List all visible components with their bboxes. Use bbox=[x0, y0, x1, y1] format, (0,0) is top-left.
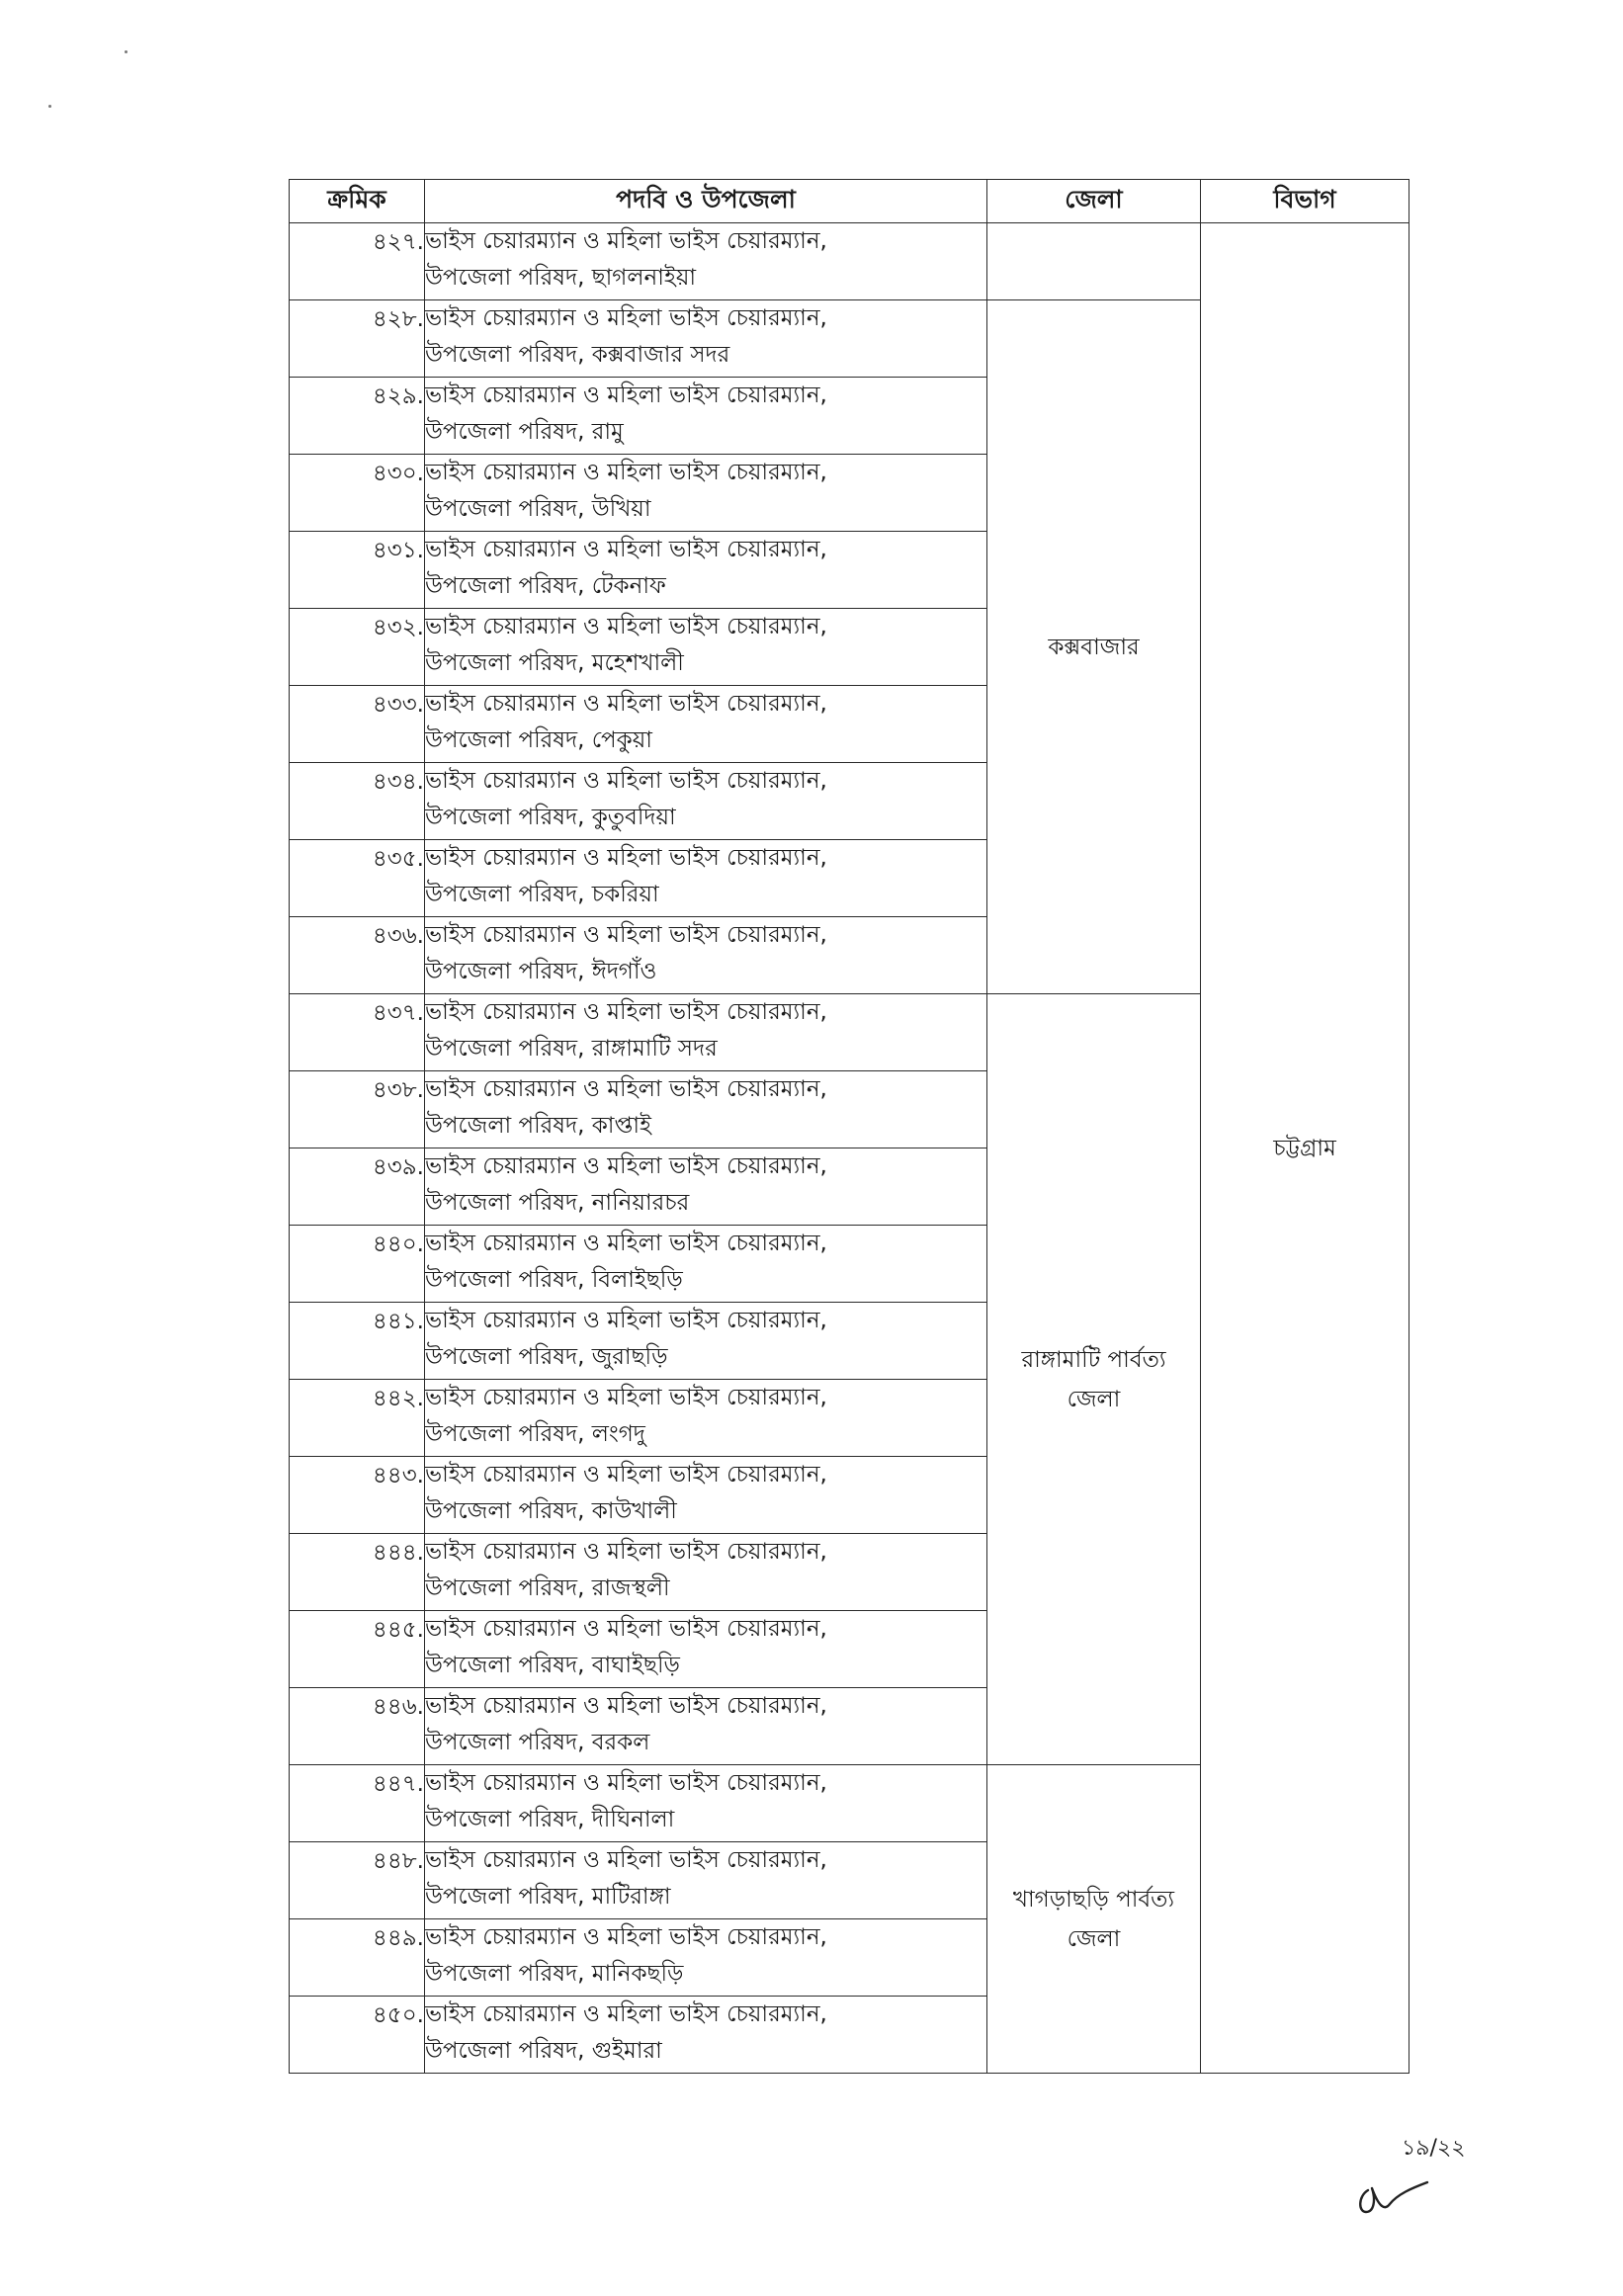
serial-cell: ৪৪২. bbox=[290, 1380, 425, 1457]
post-upazila-cell bbox=[425, 300, 987, 378]
upazila-name: উপজেলা পরিষদ, টেকনাফ bbox=[425, 573, 666, 599]
header-post-upazila: পদবি ও উপজেলা bbox=[425, 180, 987, 223]
upazila-name: উপজেলা পরিষদ, কাপ্তাই bbox=[425, 1113, 651, 1139]
post-upazila-cell bbox=[425, 840, 987, 917]
post-upazila-cell bbox=[425, 1765, 987, 1842]
serial-cell: ৪৪৪. bbox=[290, 1534, 425, 1611]
table-row bbox=[290, 223, 1409, 300]
district-cell bbox=[987, 223, 1201, 300]
post-upazila-cell bbox=[425, 1919, 987, 1997]
serial-cell: ৪৩৭. bbox=[290, 994, 425, 1071]
upazila-name: উপজেলা পরিষদ, রাঙ্গামাটি সদর bbox=[425, 1036, 718, 1062]
district-name: রাঙ্গামাটি পার্বত্য bbox=[1021, 1346, 1166, 1373]
post-upazila-cell bbox=[425, 1380, 987, 1457]
post-upazila-cell bbox=[425, 1611, 987, 1688]
post-title: ভাইস চেয়ারম্যান ও মহিলা ভাইস চেয়ারম্যান, bbox=[425, 2001, 827, 2027]
table-header-row bbox=[290, 180, 1409, 223]
upazila-name: উপজেলা পরিষদ, লংগদু bbox=[425, 1421, 645, 1447]
post-upazila-cell bbox=[425, 532, 987, 609]
upazila-post-table bbox=[289, 179, 1409, 2074]
post-title: ভাইস চেয়ারম্যান ও মহিলা ভাইস চেয়ারম্যান, bbox=[425, 460, 827, 485]
post-title: ভাইস চেয়ারম্যান ও মহিলা ভাইস চেয়ারম্যান, bbox=[425, 922, 827, 948]
serial-cell: ৪৩৫. bbox=[290, 840, 425, 917]
serial-cell: ৪৪০. bbox=[290, 1226, 425, 1303]
post-upazila-cell bbox=[425, 1534, 987, 1611]
upazila-name: উপজেলা পরিষদ, বাঘাইছড়ি bbox=[425, 1653, 680, 1678]
post-upazila-cell bbox=[425, 1997, 987, 2074]
upazila-name: উপজেলা পরিষদ, জুরাছড়ি bbox=[425, 1344, 668, 1370]
post-title: ভাইস চেয়ারম্যান ও মহিলা ভাইস চেয়ারম্যান, bbox=[425, 1924, 827, 1950]
post-title: ভাইস চেয়ারম্যান ও মহিলা ভাইস চেয়ারম্যান, bbox=[425, 1616, 827, 1642]
upazila-name: উপজেলা পরিষদ, গুইমারা bbox=[425, 2038, 662, 2064]
post-upazila-cell bbox=[425, 1457, 987, 1534]
district-name: খাগড়াছড়ি পার্বত্য bbox=[1012, 1886, 1175, 1913]
serial-cell: ৪৩৮. bbox=[290, 1071, 425, 1148]
upazila-name: উপজেলা পরিষদ, পেকুয়া bbox=[425, 727, 652, 753]
scan-speck bbox=[125, 50, 128, 53]
upazila-name: উপজেলা পরিষদ, মহেশখালী bbox=[425, 650, 684, 676]
upazila-name: উপজেলা পরিষদ, কুতুবদিয়া bbox=[425, 805, 676, 830]
post-upazila-cell bbox=[425, 609, 987, 686]
upazila-name: উপজেলা পরিষদ, নানিয়ারচর bbox=[425, 1190, 690, 1216]
district-cell bbox=[987, 994, 1201, 1765]
district-name: জেলা bbox=[1067, 1386, 1121, 1412]
post-upazila-cell bbox=[425, 1148, 987, 1226]
header-serial: ক্রমিক bbox=[290, 180, 425, 223]
serial-cell: ৪৪৬. bbox=[290, 1688, 425, 1765]
post-title: ভাইস চেয়ারম্যান ও মহিলা ভাইস চেয়ারম্যান, bbox=[425, 845, 827, 871]
district-cell bbox=[987, 1765, 1201, 2074]
serial-cell: ৪৪৯. bbox=[290, 1919, 425, 1997]
post-upazila-cell bbox=[425, 1303, 987, 1380]
division-cell: চট্টগ্রাম bbox=[1201, 223, 1409, 2074]
upazila-name: উপজেলা পরিষদ, রামু bbox=[425, 419, 624, 445]
serial-cell: ৪২৭. bbox=[290, 223, 425, 300]
post-title: ভাইস চেয়ারম্যান ও মহিলা ভাইস চেয়ারম্যান, bbox=[425, 1462, 827, 1488]
post-title: ভাইস চেয়ারম্যান ও মহিলা ভাইস চেয়ারম্যান, bbox=[425, 1539, 827, 1565]
post-upazila-cell bbox=[425, 917, 987, 994]
signature-mark bbox=[1354, 2170, 1433, 2222]
serial-cell: ৪৩৯. bbox=[290, 1148, 425, 1226]
serial-cell: ৪৩৩. bbox=[290, 686, 425, 763]
post-upazila-cell bbox=[425, 223, 987, 300]
post-upazila-cell bbox=[425, 763, 987, 840]
serial-cell: ৪৩২. bbox=[290, 609, 425, 686]
post-upazila-cell bbox=[425, 378, 987, 455]
post-title: ভাইস চেয়ারম্যান ও মহিলা ভাইস চেয়ারম্যান, bbox=[425, 1308, 827, 1333]
post-title: ভাইস চেয়ারম্যান ও মহিলা ভাইস চেয়ারম্যান, bbox=[425, 1770, 827, 1796]
serial-cell: ৪৫০. bbox=[290, 1997, 425, 2074]
post-upazila-cell bbox=[425, 994, 987, 1071]
post-title: ভাইস চেয়ারম্যান ও মহিলা ভাইস চেয়ারম্যান, bbox=[425, 383, 827, 408]
upazila-name: উপজেলা পরিষদ, দীঘিনালা bbox=[425, 1807, 675, 1832]
page-number: ১৯/২২ bbox=[1402, 2136, 1466, 2161]
serial-cell: ৪৪৭. bbox=[290, 1765, 425, 1842]
post-title: ভাইস চেয়ারম্যান ও মহিলা ভাইস চেয়ারম্যান, bbox=[425, 691, 827, 717]
post-title: ভাইস চেয়ারম্যান ও মহিলা ভাইস চেয়ারম্যান, bbox=[425, 1385, 827, 1410]
serial-cell: ৪২৮. bbox=[290, 300, 425, 378]
upazila-name: উপজেলা পরিষদ, রাজস্থলী bbox=[425, 1575, 670, 1601]
district-name: জেলা bbox=[1067, 1925, 1121, 1952]
post-upazila-cell bbox=[425, 455, 987, 532]
serial-cell: ৪৪৮. bbox=[290, 1842, 425, 1919]
post-upazila-cell bbox=[425, 1688, 987, 1765]
upazila-name: উপজেলা পরিষদ, ঈদগাঁও bbox=[425, 959, 657, 984]
serial-cell: ৪৪৫. bbox=[290, 1611, 425, 1688]
post-upazila-cell bbox=[425, 1226, 987, 1303]
serial-cell: ৪৪১. bbox=[290, 1303, 425, 1380]
scan-speck bbox=[48, 105, 51, 108]
district-name: কক্সবাজার bbox=[1048, 634, 1140, 660]
upazila-name: উপজেলা পরিষদ, ছাগলনাইয়া bbox=[425, 265, 697, 291]
header-district: জেলা bbox=[987, 180, 1201, 223]
serial-cell: ৪৩৪. bbox=[290, 763, 425, 840]
upazila-name: উপজেলা পরিষদ, উখিয়া bbox=[425, 496, 651, 522]
post-title: ভাইস চেয়ারম্যান ও মহিলা ভাইস চেয়ারম্যান, bbox=[425, 1847, 827, 1873]
post-title: ভাইস চেয়ারম্যান ও মহিলা ভাইস চেয়ারম্যান, bbox=[425, 537, 827, 562]
serial-cell: ৪২৯. bbox=[290, 378, 425, 455]
serial-cell: ৪৩৬. bbox=[290, 917, 425, 994]
post-title: ভাইস চেয়ারম্যান ও মহিলা ভাইস চেয়ারম্যান, bbox=[425, 768, 827, 794]
post-upazila-cell bbox=[425, 1071, 987, 1148]
upazila-name: উপজেলা পরিষদ, বিলাইছড়ি bbox=[425, 1267, 683, 1293]
upazila-name: উপজেলা পরিষদ, কক্সবাজার সদর bbox=[425, 342, 730, 368]
district-cell bbox=[987, 300, 1201, 994]
upazila-name: উপজেলা পরিষদ, মাটিরাঙ্গা bbox=[425, 1884, 671, 1910]
post-title: ভাইস চেয়ারম্যান ও মহিলা ভাইস চেয়ারম্যান, bbox=[425, 1076, 827, 1102]
serial-cell: ৪৩০. bbox=[290, 455, 425, 532]
upazila-name: উপজেলা পরিষদ, মানিকছড়ি bbox=[425, 1961, 684, 1987]
upazila-name: উপজেলা পরিষদ, চকরিয়া bbox=[425, 882, 659, 907]
post-title: ভাইস চেয়ারম্যান ও মহিলা ভাইস চেয়ারম্যান, bbox=[425, 999, 827, 1025]
upazila-name: উপজেলা পরিষদ, বরকল bbox=[425, 1730, 650, 1755]
serial-cell: ৪৪৩. bbox=[290, 1457, 425, 1534]
upazila-name: উপজেলা পরিষদ, কাউখালী bbox=[425, 1498, 677, 1524]
post-upazila-cell bbox=[425, 686, 987, 763]
post-title: ভাইস চেয়ারম্যান ও মহিলা ভাইস চেয়ারম্যান, bbox=[425, 1693, 827, 1719]
post-title: ভাইস চেয়ারম্যান ও মহিলা ভাইস চেয়ারম্যান, bbox=[425, 1153, 827, 1179]
post-title: ভাইস চেয়ারম্যান ও মহিলা ভাইস চেয়ারম্যান, bbox=[425, 1231, 827, 1256]
post-upazila-cell bbox=[425, 1842, 987, 1919]
post-title: ভাইস চেয়ারম্যান ও মহিলা ভাইস চেয়ারম্যান, bbox=[425, 305, 827, 331]
serial-cell: ৪৩১. bbox=[290, 532, 425, 609]
header-division: বিভাগ bbox=[1201, 180, 1409, 223]
post-title: ভাইস চেয়ারম্যান ও মহিলা ভাইস চেয়ারম্যান, bbox=[425, 228, 827, 254]
post-title: ভাইস চেয়ারম্যান ও মহিলা ভাইস চেয়ারম্যান, bbox=[425, 614, 827, 639]
